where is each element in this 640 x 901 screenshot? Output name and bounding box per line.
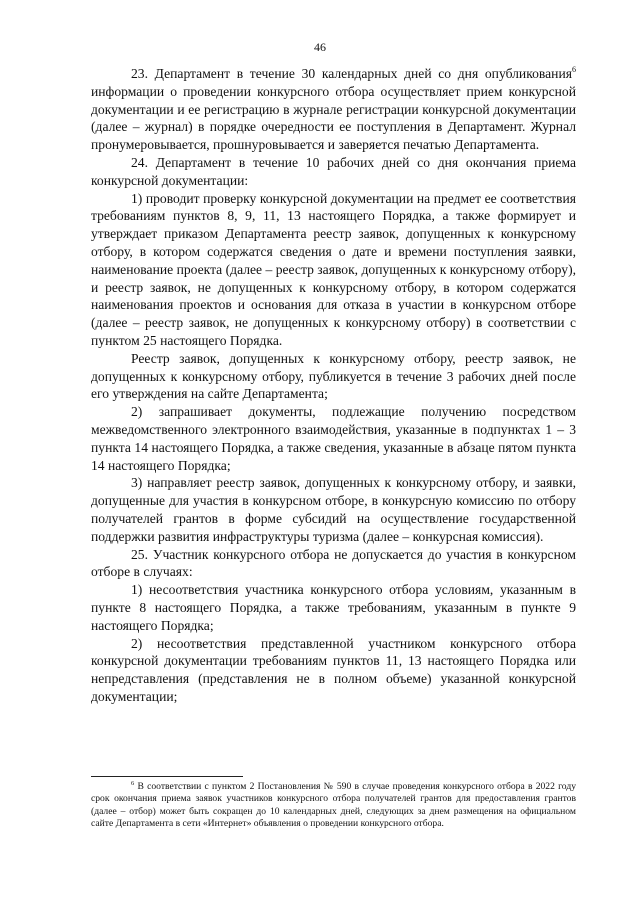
footnote-divider [91, 776, 243, 777]
paragraph-23-text-start: 23. Департамент в течение 30 календарных дней со дня опубликования [131, 66, 572, 81]
paragraph-24-item-1: 1) проводит проверку конкурсной документации на предмет ее соответствия требованиям пунктов 8, 9, 11, 13 настоящего Порядка, а также формирует и утверждает приказом Департамента реестр заявок, допущенных к конкурсному отбору, в котором содержатся сведения о дате и времени поступления заявки, наименование проекта (далее – реестр заявок, допущенных к конкурсному отбору), и реестр заявок, не допущенных к конкурсному отбору, в котором содержатся наименования проектов и основания для отказа в участии в конкурсном отборе (далее – реестр заявок, не допущенных к конкурсному отбору) в соответствии с пунктом 25 настоящего Порядка. [91, 190, 576, 348]
paragraph-24: 24. Департамент в течение 10 рабочих дней со дня окончания приема конкурсной документации: [91, 154, 576, 188]
footnote-mark: 6 [131, 780, 135, 787]
paragraph-23-text-end: информации о проведении конкурсного отбора осуществляет прием конкурсной документации и ее регистрацию в журнале регистрации конкурсной документации (далее – журнал) в порядке очередности ее поступления в Департамент. Журнал пронумеровывается, прошнуровывается и заверяется печатью Департамента. [91, 83, 576, 153]
paragraph-25: 25. Участник конкурсного отбора не допускается до участия в конкурсном отборе в случаях: [91, 546, 576, 580]
paragraph-24-item-3: 3) направляет реестр заявок, допущенных к конкурсному отбору, и заявки, допущенные для участия в конкурсном отборе, в конкурсную комиссию по отбору получателей грантов в форме субсидий на осуществление государственной поддержки развития инфраструктуры туризма (далее – конкурсная комиссия). [91, 475, 576, 544]
paragraph-23 [91, 65, 576, 154]
paragraph-25-item-1: 1) несоответствия участника конкурсного отбора условиям, указанным в пункте 8 настоящего Порядка, а также требованиям, указанным в пункте 9 настоящего Порядка; [91, 582, 576, 633]
footnote [91, 781, 576, 831]
page-number: 46 [314, 40, 326, 54]
footnote-reference[interactable]: 6 [572, 65, 576, 74]
footnote-text: В соответствии с пунктом 2 Постановления № 590 в случае проведения конкурсного отбора в 2022 году срок окончания приема заявок участников конкурсного отбора получателей грантов для предоставления грантов (далее – отбор) может быть сокращен до 10 календарных дней, следующих за днем размещения на официальном сайте Департамента в сети «Интернет» объявления о проведении конкурсного отбора. [91, 781, 576, 830]
paragraph-25-item-2: 2) несоответствия представленной участником конкурсного отбора конкурсной документации требованиям пунктов 11, 13 настоящего Порядка или непредставления (представления не в полном объеме) указанной конкурсной документации; [91, 635, 576, 704]
paragraph-24-item-2: 2) запрашивает документы, подлежащие получению посредством межведомственного электронного взаимодействия, указанные в подпунктах 1 – 3 пункта 14 настоящего Порядка, а также сведения, указанные в абзаце пятом пункта 14 настоящего Порядка; [91, 404, 576, 473]
paragraph-24-registry-publication: Реестр заявок, допущенных к конкурсному отбору, реестр заявок, не допущенных к конкурсному отбору, публикуется в течение 3 рабочих дней после его утверждения на сайте Департамента; [91, 350, 576, 402]
body-text [91, 65, 576, 706]
